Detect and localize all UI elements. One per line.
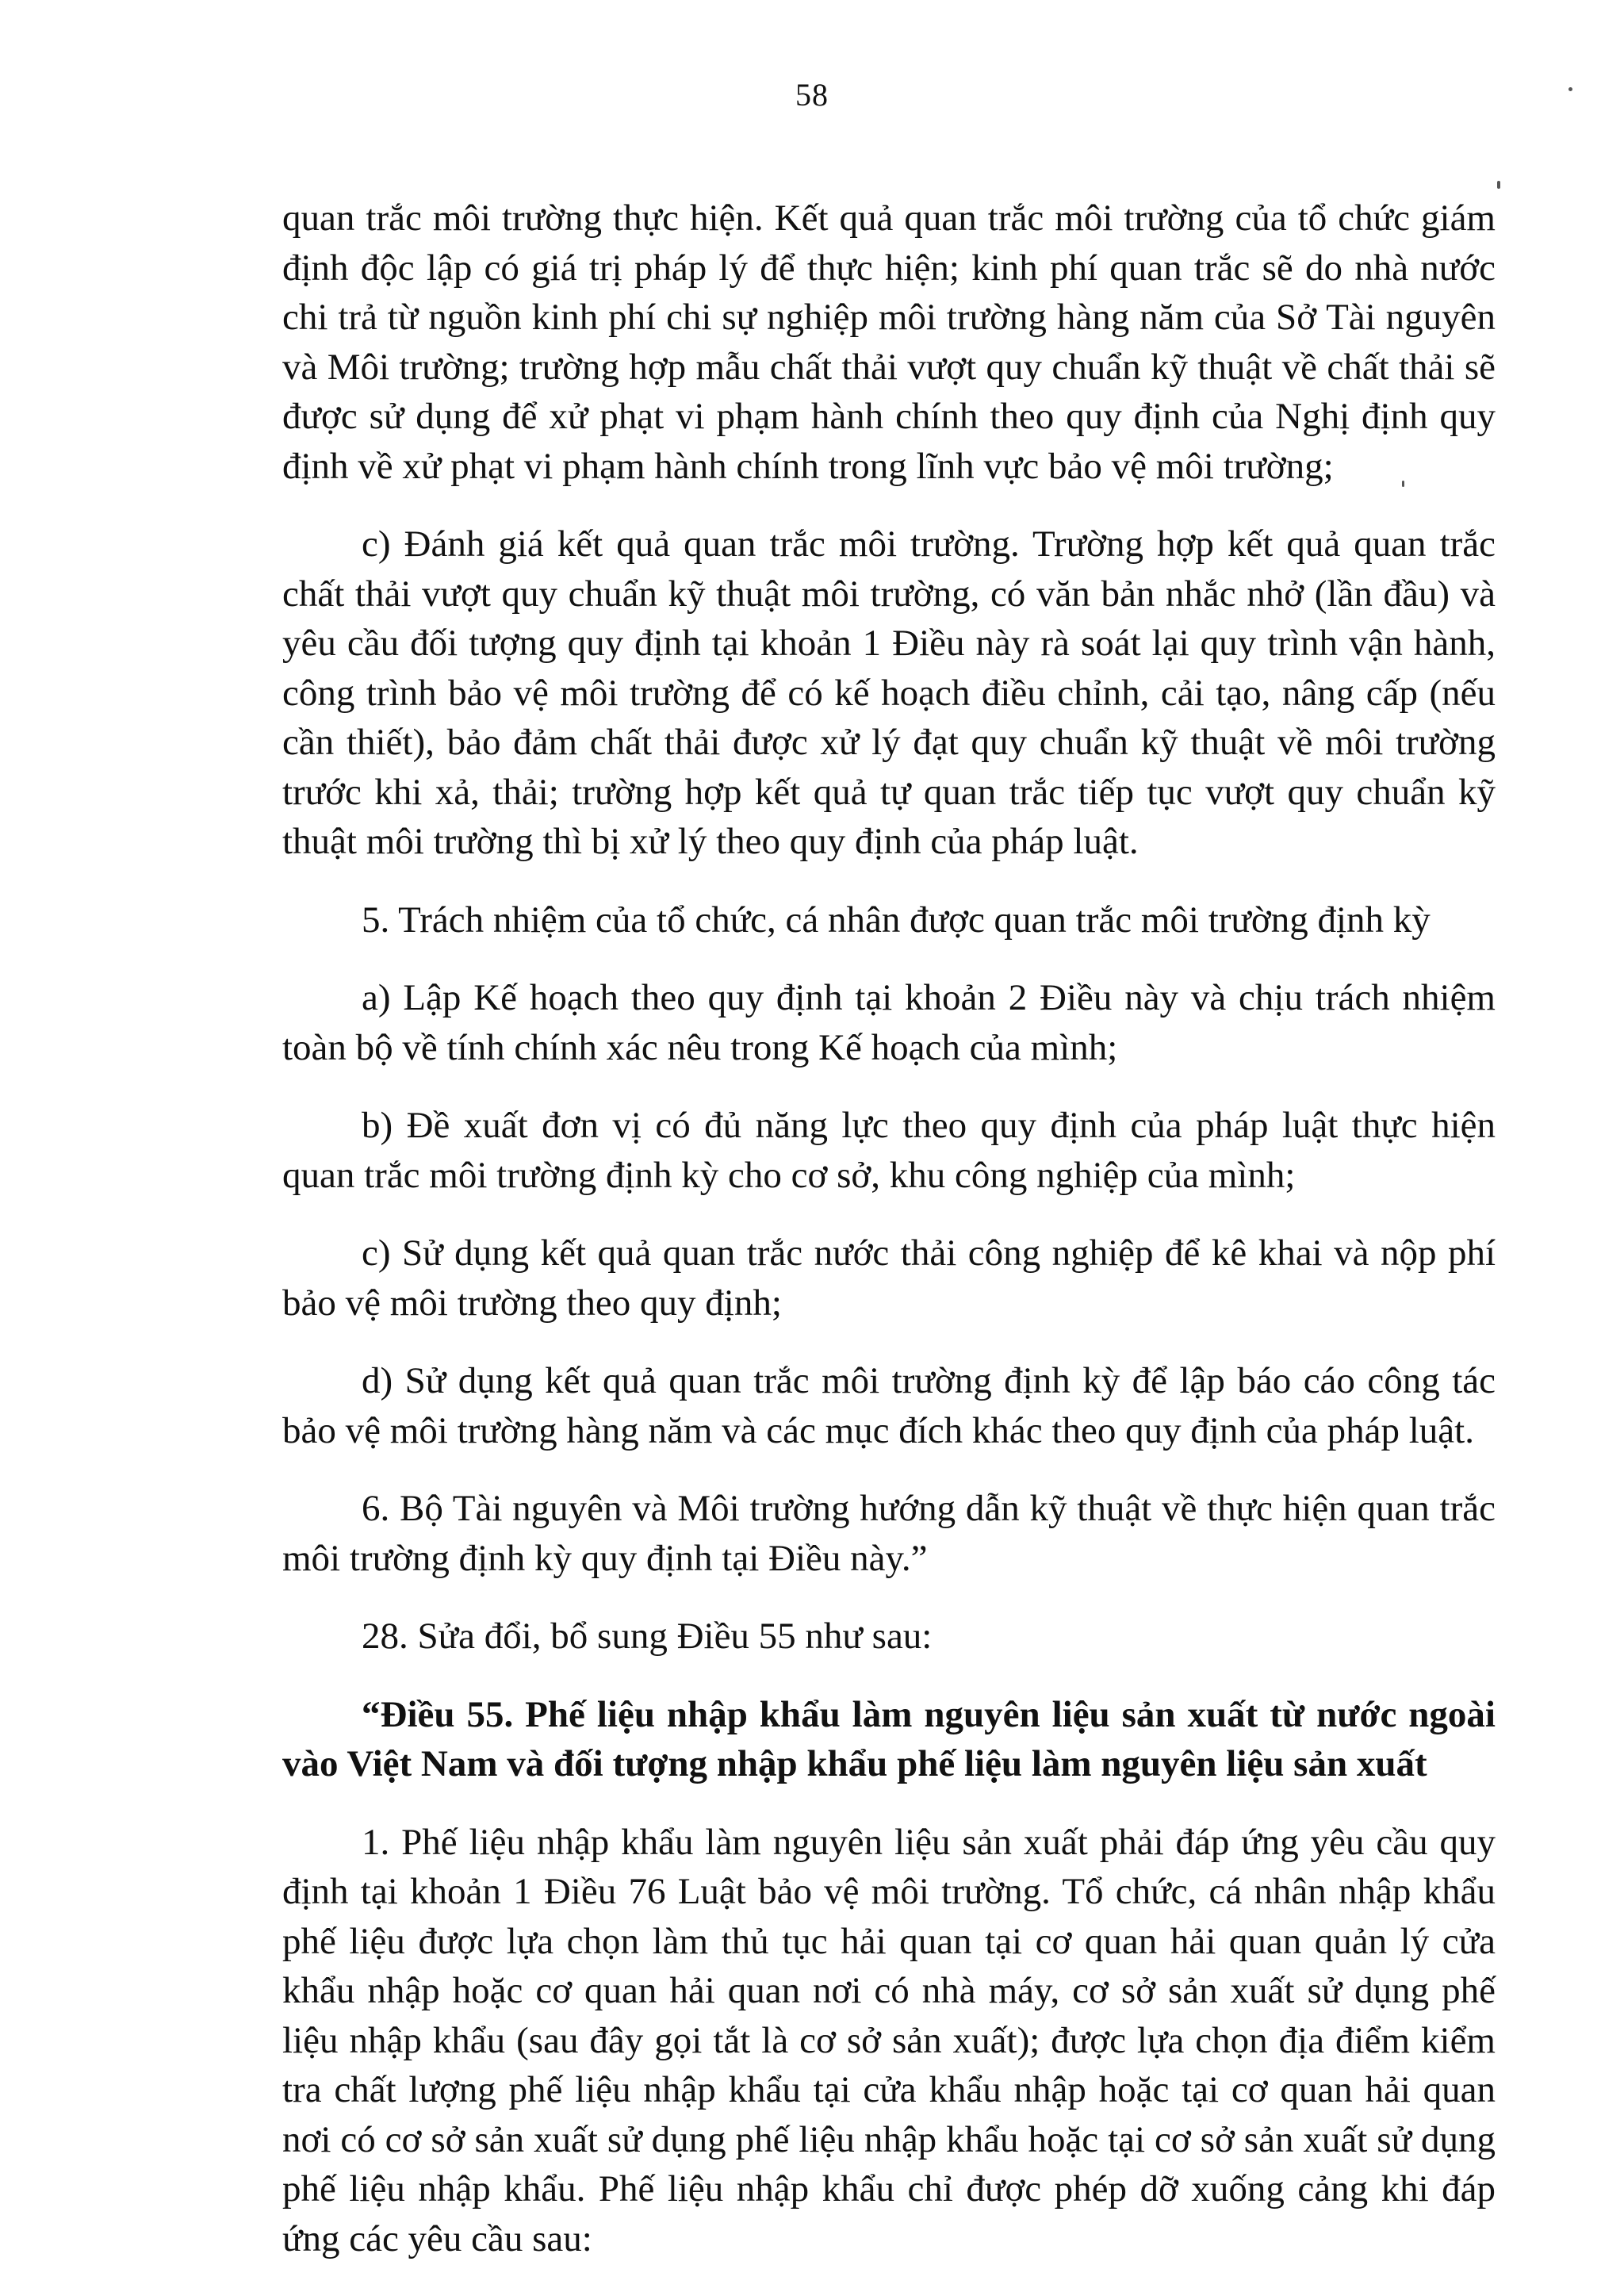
list-item: c) Sử dụng kết quả quan trắc nước thải công nghiệp để kê khai và nộp phí bảo vệ môi trường theo quy định; xyxy=(282,1232,1496,1324)
article-heading: “Điều 55. Phế liệu nhập khẩu làm nguyên liệu sản xuất từ nước ngoài vào Việt Nam và đối tượng nhập khẩu phế liệu làm nguyên liệu sản xuất xyxy=(282,1693,1496,1784)
document-body xyxy=(282,194,1496,2292)
list-item: a) Lập Kế hoạch theo quy định tại khoản 2 Điều này và chịu trách nhiệm toàn bộ về tính chính xác nêu trong Kế hoạch của mình; xyxy=(282,977,1496,1068)
page-number: 58 xyxy=(795,77,829,113)
list-item: d) Sử dụng kết quả quan trắc môi trường định kỳ để lập báo cáo công tác bảo vệ môi trường hàng năm và các mục đích khác theo quy định của pháp luật. xyxy=(282,1360,1496,1451)
paragraph: 1. Phế liệu nhập khẩu làm nguyên liệu sản xuất phải đáp ứng yêu cầu quy định tại khoản 1 Điều 76 Luật bảo vệ môi trường. Tổ chức, cá nhân nhập khẩu phế liệu được lựa chọn làm thủ tục hải quan tại cơ quan hải quan quản lý cửa khẩu nhập hoặc cơ quan hải quan nơi có nhà máy, cơ sở sản xuất sử dụng phế liệu nhập khẩu (sau đây gọi tắt là cơ sở sản xuất); được lựa chọn địa điểm kiểm tra chất lượng phế liệu nhập khẩu tại cửa khẩu nhập hoặc tại cơ quan hải quan nơi có cơ sở sản xuất sử dụng phế liệu nhập khẩu hoặc tại cơ sở sản xuất sử dụng phế liệu nhập khẩu. Phế liệu nhập khẩu chỉ được phép dỡ xuống cảng khi đáp ứng các yêu cầu sau: xyxy=(282,1821,1496,2259)
paragraph: 6. Bộ Tài nguyên và Môi trường hướng dẫn kỹ thuật về thực hiện quan trắc môi trường định kỳ quy định tại Điều này.” xyxy=(282,1488,1496,1579)
scan-speck xyxy=(1402,481,1404,487)
paragraph: c) Đánh giá kết quả quan trắc môi trường. Trường hợp kết quả quan trắc chất thải vượt quy chuẩn kỹ thuật môi trường, có văn bản nhắc nhở (lần đầu) và yêu cầu đối tượng quy định tại khoản 1 Điều này rà soát lại quy trình vận hành, công trình bảo vệ môi trường để có kế hoạch điều chỉnh, cải tạo, nâng cấp (nếu cần thiết), bảo đảm chất thải được xử lý đạt quy chuẩn kỹ thuật về môi trường trước khi xả, thải; trường hợp kết quả tự quan trắc tiếp tục vượt quy chuẩn kỹ thuật môi trường thì bị xử lý theo quy định của pháp luật. xyxy=(282,523,1496,862)
section-heading: 5. Trách nhiệm của tổ chức, cá nhân được quan trắc môi trường định kỳ xyxy=(362,899,1431,941)
paragraph: quan trắc môi trường thực hiện. Kết quả quan trắc môi trường của tổ chức giám định độc lập có giá trị pháp lý để thực hiện; kinh phí quan trắc sẽ do nhà nước chi trả từ nguồn kinh phí chi sự nghiệp môi trường hàng năm của Sở Tài nguyên và Môi trường; trường hợp mẫu chất thải vượt quy chuẩn kỹ thuật về chất thải sẽ được sử dụng để xử phạt vi phạm hành chính theo quy định của Nghị định quy định về xử phạt vi phạm hành chính trong lĩnh vực bảo vệ môi trường; xyxy=(282,197,1496,487)
scan-speck xyxy=(1568,87,1572,91)
amendment-intro: 28. Sửa đổi, bổ sung Điều 55 như sau: xyxy=(362,1616,933,1657)
list-item: b) Đề xuất đơn vị có đủ năng lực theo quy định của pháp luật thực hiện quan trắc môi trường định kỳ cho cơ sở, khu công nghiệp của mình; xyxy=(282,1105,1496,1196)
scan-speck xyxy=(1497,181,1500,189)
